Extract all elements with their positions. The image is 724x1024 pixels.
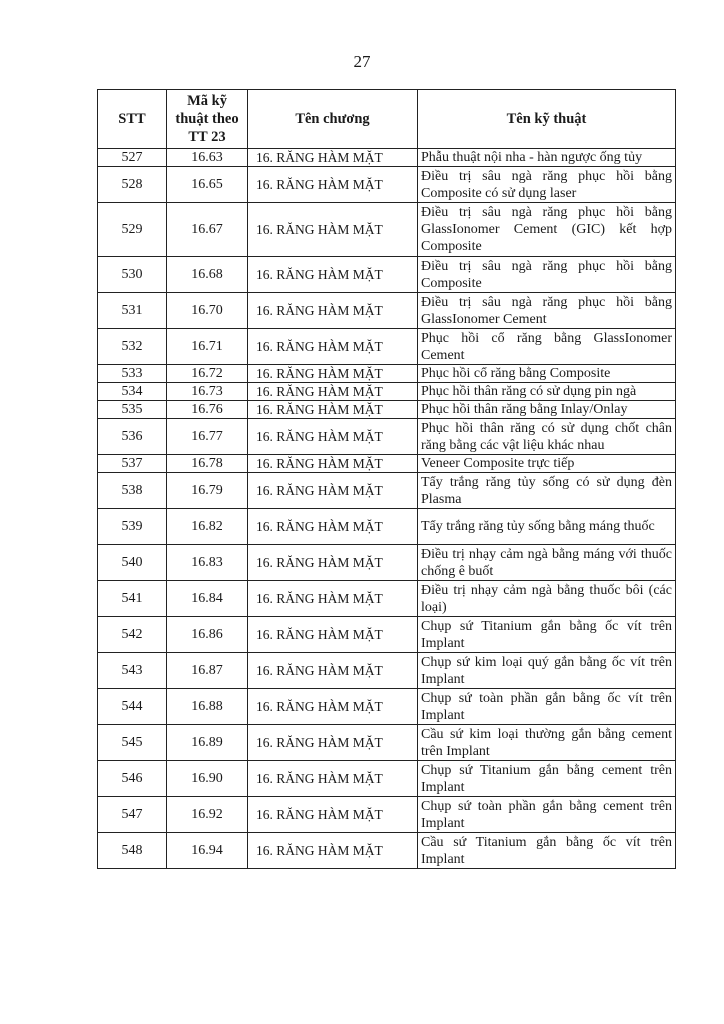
table-row [98, 419, 676, 455]
table-row [98, 203, 676, 257]
cell-stt: 540 [98, 545, 167, 581]
cell-name: Chụp sứ Titanium gắn bằng ốc vít trên Implant [418, 617, 676, 653]
cell-stt: 544 [98, 689, 167, 725]
cell-stt: 531 [98, 293, 167, 329]
cell-chapter: 16. RĂNG HÀM MẶT [248, 545, 418, 581]
header-stt: STT [98, 90, 167, 149]
cell-name: Phục hồi cổ răng bằng GlassIonomer Cement [418, 329, 676, 365]
cell-code: 16.82 [167, 509, 248, 545]
cell-stt: 541 [98, 581, 167, 617]
cell-code: 16.88 [167, 689, 248, 725]
cell-name: Cầu sứ Titanium gắn bằng ốc vít trên Implant [418, 833, 676, 869]
cell-code: 16.67 [167, 203, 248, 257]
table-row [98, 509, 676, 545]
table-row [98, 653, 676, 689]
cell-code: 16.90 [167, 761, 248, 797]
table-row [98, 797, 676, 833]
table-row [98, 581, 676, 617]
cell-stt: 546 [98, 761, 167, 797]
cell-code: 16.94 [167, 833, 248, 869]
cell-stt: 534 [98, 383, 167, 401]
cell-code: 16.79 [167, 473, 248, 509]
cell-name: Điều trị sâu ngà răng phục hồi bằng Composite có sử dụng laser [418, 167, 676, 203]
cell-code: 16.70 [167, 293, 248, 329]
table-row [98, 455, 676, 473]
table-row [98, 293, 676, 329]
cell-chapter: 16. RĂNG HÀM MẶT [248, 419, 418, 455]
cell-name: Điều trị nhạy cảm ngà bằng máng với thuốc chống ê buốt [418, 545, 676, 581]
table-body [98, 149, 676, 869]
cell-chapter: 16. RĂNG HÀM MẶT [248, 689, 418, 725]
cell-stt: 536 [98, 419, 167, 455]
cell-code: 16.77 [167, 419, 248, 455]
table-row [98, 545, 676, 581]
cell-name: Chụp sứ toàn phần gắn bằng cement trên Implant [418, 797, 676, 833]
cell-chapter: 16. RĂNG HÀM MẶT [248, 617, 418, 653]
cell-code: 16.76 [167, 401, 248, 419]
cell-name: Chụp sứ toàn phần gắn bằng ốc vít trên Implant [418, 689, 676, 725]
cell-chapter: 16. RĂNG HÀM MẶT [248, 761, 418, 797]
cell-code: 16.78 [167, 455, 248, 473]
table-row [98, 365, 676, 383]
cell-chapter: 16. RĂNG HÀM MẶT [248, 203, 418, 257]
cell-chapter: 16. RĂNG HÀM MẶT [248, 401, 418, 419]
header-name: Tên kỹ thuật [418, 90, 676, 149]
cell-stt: 538 [98, 473, 167, 509]
cell-stt: 527 [98, 149, 167, 167]
cell-name: Tẩy trắng răng tủy sống có sử dụng đèn Plasma [418, 473, 676, 509]
table-header [98, 90, 676, 149]
cell-name: Điều trị sâu ngà răng phục hồi bằng Composite [418, 257, 676, 293]
cell-chapter: 16. RĂNG HÀM MẶT [248, 653, 418, 689]
cell-code: 16.65 [167, 167, 248, 203]
cell-stt: 537 [98, 455, 167, 473]
cell-name: Điều trị sâu ngà răng phục hồi bằng GlassIonomer Cement (GIC) kết hợp Composite [418, 203, 676, 257]
cell-stt: 545 [98, 725, 167, 761]
cell-code: 16.73 [167, 383, 248, 401]
cell-stt: 547 [98, 797, 167, 833]
header-row [98, 90, 676, 149]
cell-chapter: 16. RĂNG HÀM MẶT [248, 149, 418, 167]
cell-name: Điều trị sâu ngà răng phục hồi bằng GlassIonomer Cement [418, 293, 676, 329]
cell-name: Chụp sứ Titanium gắn bằng cement trên Implant [418, 761, 676, 797]
cell-name: Điều trị nhạy cảm ngà bằng thuốc bôi (các loại) [418, 581, 676, 617]
table-row [98, 617, 676, 653]
cell-code: 16.84 [167, 581, 248, 617]
cell-stt: 528 [98, 167, 167, 203]
header-chapter: Tên chương [248, 90, 418, 149]
cell-code: 16.63 [167, 149, 248, 167]
cell-stt: 533 [98, 365, 167, 383]
table-row [98, 149, 676, 167]
header-code: Mã kỹ thuật theo TT 23 [167, 90, 248, 149]
cell-stt: 539 [98, 509, 167, 545]
cell-code: 16.87 [167, 653, 248, 689]
cell-chapter: 16. RĂNG HÀM MẶT [248, 167, 418, 203]
cell-chapter: 16. RĂNG HÀM MẶT [248, 455, 418, 473]
cell-chapter: 16. RĂNG HÀM MẶT [248, 581, 418, 617]
cell-name: Tẩy trắng răng tủy sống bằng máng thuốc [418, 509, 676, 545]
cell-code: 16.89 [167, 725, 248, 761]
cell-code: 16.68 [167, 257, 248, 293]
cell-chapter: 16. RĂNG HÀM MẶT [248, 329, 418, 365]
procedure-table [97, 89, 676, 869]
cell-code: 16.83 [167, 545, 248, 581]
cell-chapter: 16. RĂNG HÀM MẶT [248, 383, 418, 401]
cell-stt: 532 [98, 329, 167, 365]
cell-chapter: 16. RĂNG HÀM MẶT [248, 365, 418, 383]
cell-chapter: 16. RĂNG HÀM MẶT [248, 797, 418, 833]
cell-chapter: 16. RĂNG HÀM MẶT [248, 473, 418, 509]
cell-chapter: 16. RĂNG HÀM MẶT [248, 257, 418, 293]
cell-code: 16.72 [167, 365, 248, 383]
cell-name: Phục hồi thân răng có sử dụng chốt chân răng bằng các vật liệu khác nhau [418, 419, 676, 455]
table-row [98, 383, 676, 401]
cell-stt: 529 [98, 203, 167, 257]
table-row [98, 329, 676, 365]
table-row [98, 167, 676, 203]
cell-stt: 543 [98, 653, 167, 689]
cell-stt: 530 [98, 257, 167, 293]
cell-name: Chụp sứ kim loại quý gắn bằng ốc vít trên Implant [418, 653, 676, 689]
cell-stt: 542 [98, 617, 167, 653]
cell-chapter: 16. RĂNG HÀM MẶT [248, 509, 418, 545]
table-row [98, 401, 676, 419]
cell-chapter: 16. RĂNG HÀM MẶT [248, 725, 418, 761]
cell-name: Cầu sứ kim loại thường gắn bằng cement trên Implant [418, 725, 676, 761]
cell-code: 16.71 [167, 329, 248, 365]
cell-name: Phục hồi thân răng bằng Inlay/Onlay [418, 401, 676, 419]
table-row [98, 473, 676, 509]
cell-stt: 548 [98, 833, 167, 869]
table-row [98, 257, 676, 293]
cell-name: Phẫu thuật nội nha - hàn ngược ống tủy [418, 149, 676, 167]
cell-code: 16.92 [167, 797, 248, 833]
cell-name: Veneer Composite trực tiếp [418, 455, 676, 473]
cell-code: 16.86 [167, 617, 248, 653]
cell-chapter: 16. RĂNG HÀM MẶT [248, 293, 418, 329]
cell-chapter: 16. RĂNG HÀM MẶT [248, 833, 418, 869]
cell-name: Phục hồi thân răng có sử dụng pin ngà [418, 383, 676, 401]
table-row [98, 689, 676, 725]
cell-name: Phục hồi cổ răng bằng Composite [418, 365, 676, 383]
cell-stt: 535 [98, 401, 167, 419]
table-row [98, 833, 676, 869]
page-number: 27 [353, 52, 371, 71]
table-row [98, 761, 676, 797]
table-row [98, 725, 676, 761]
